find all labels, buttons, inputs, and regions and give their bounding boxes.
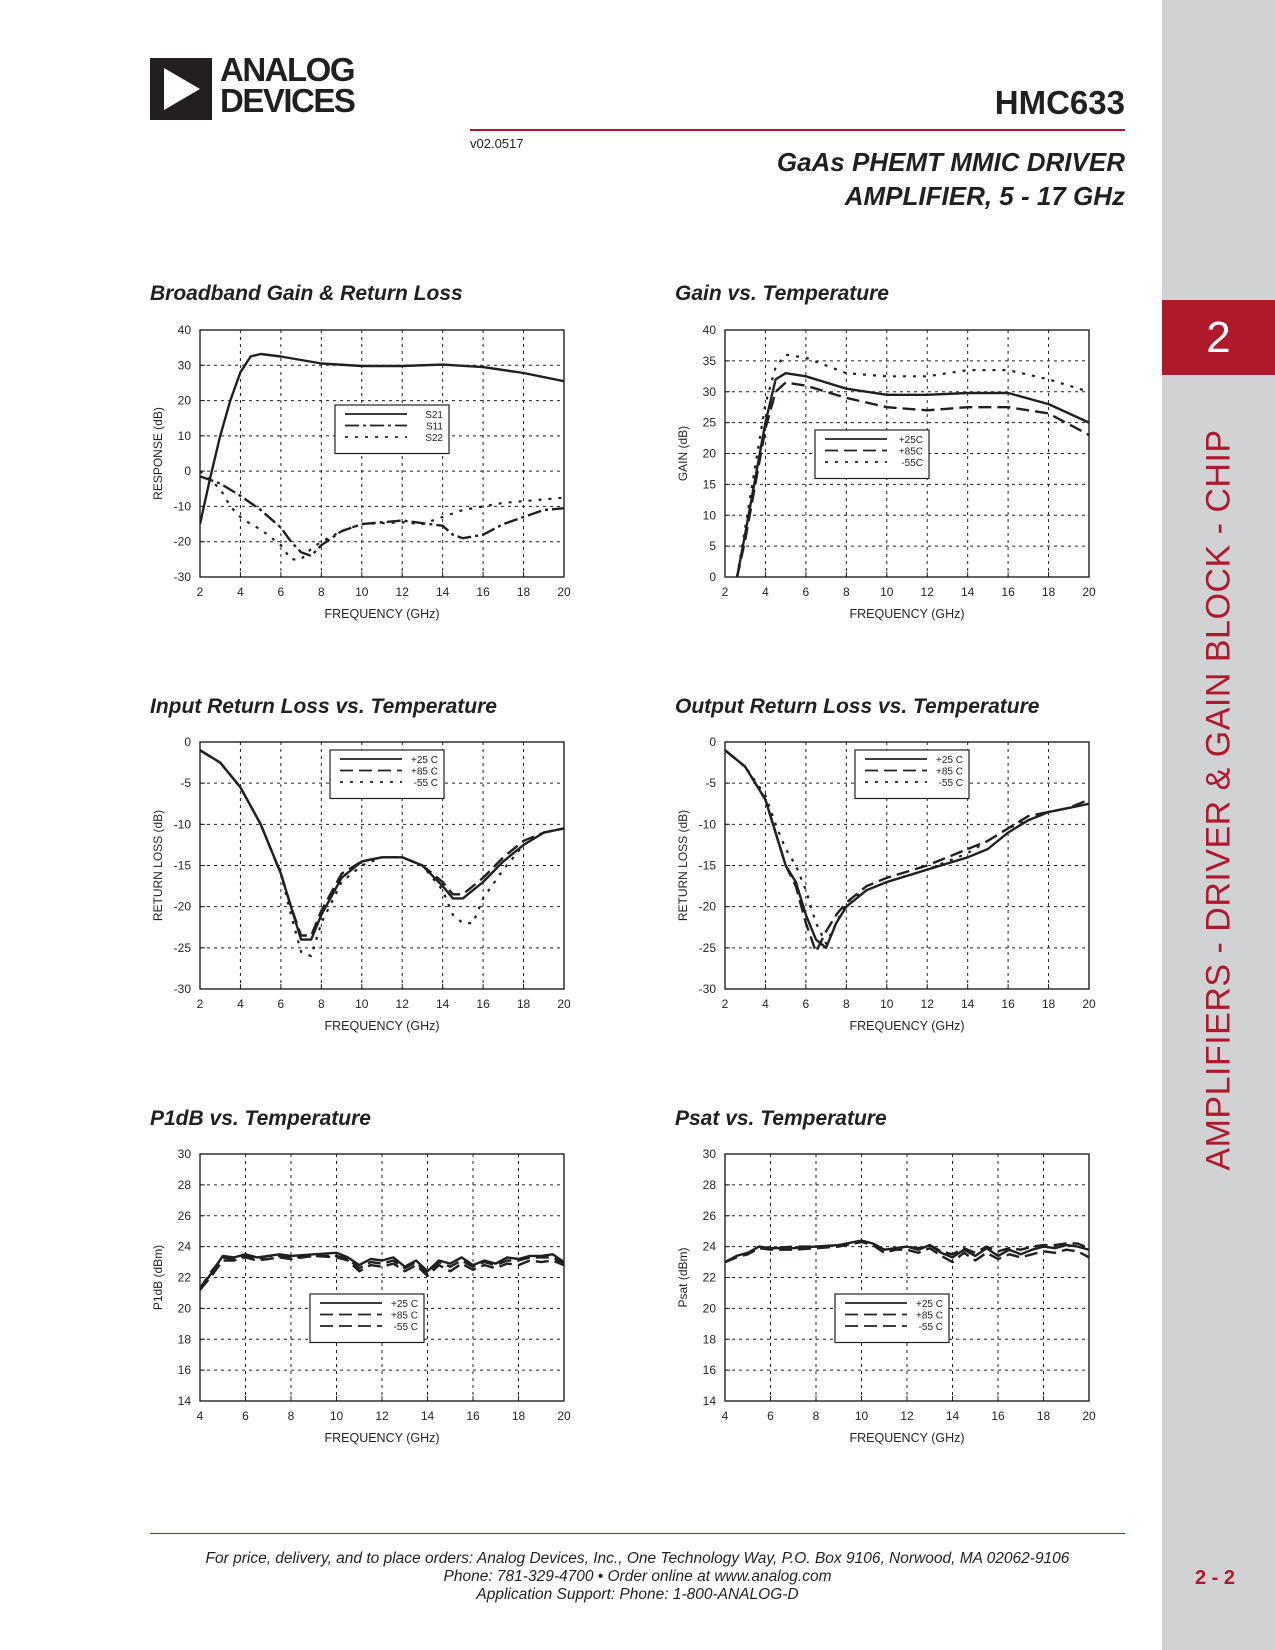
x-tick-label: 18 xyxy=(511,1409,526,1423)
y-tick-label: 14 xyxy=(177,1394,191,1408)
x-tick-label: 10 xyxy=(329,1409,344,1423)
legend-label-85-c: +85 C xyxy=(411,766,438,778)
x-tick-label: 6 xyxy=(802,997,810,1011)
x-axis-label: FREQUENCY (GHz) xyxy=(324,1431,440,1445)
x-tick-label: 4 xyxy=(762,997,769,1011)
legend-label-s11: S11 xyxy=(425,421,443,433)
y-axis-label: P1dB (dBm) xyxy=(151,1244,165,1311)
x-tick-label: 16 xyxy=(476,997,490,1011)
legend-label-55-c: -55 C xyxy=(393,1322,418,1333)
y-tick-label: 0 xyxy=(709,570,716,584)
x-tick-label: 4 xyxy=(762,585,769,599)
logo-line-1: ANALOG xyxy=(220,51,354,88)
legend-label-55-c: -55 C xyxy=(918,1322,943,1333)
y-axis-label: RETURN LOSS (dB) xyxy=(151,809,165,922)
page-number: 2 - 2 xyxy=(1195,1567,1236,1589)
x-tick-label: 12 xyxy=(900,1409,914,1423)
subtitle-line-1: GaAs PHEMT MMIC DRIVER xyxy=(776,147,1125,177)
series-line-s11 xyxy=(200,476,564,555)
x-tick-label: 20 xyxy=(557,585,571,599)
x-tick-label: 4 xyxy=(721,1409,729,1423)
chart-title-psat: Psat vs. Temperature xyxy=(675,1107,887,1130)
x-tick-label: 2 xyxy=(721,585,729,599)
x-tick-label: 14 xyxy=(435,585,450,599)
x-tick-label: 4 xyxy=(237,585,244,599)
x-tick-label: 14 xyxy=(435,997,450,1011)
legend-label-55c: -55C xyxy=(901,458,923,469)
x-tick-label: 14 xyxy=(420,1409,435,1423)
y-axis-label: RESPONSE (dB) xyxy=(151,407,165,500)
x-tick-label: 8 xyxy=(287,1409,295,1423)
chart-title-output-rl: Output Return Loss vs. Temperature xyxy=(675,695,1040,718)
x-tick-label: 12 xyxy=(375,1409,389,1423)
x-tick-label: 8 xyxy=(842,997,850,1011)
x-tick-label: 12 xyxy=(395,585,409,599)
y-tick-label: 30 xyxy=(177,1147,191,1161)
x-tick-label: 16 xyxy=(1001,585,1015,599)
version-label: v02.0517 xyxy=(470,136,524,151)
y-tick-label: 10 xyxy=(702,508,716,523)
x-tick-label: 14 xyxy=(945,1409,960,1423)
series-line-85c xyxy=(737,383,1089,578)
legend-label-55-c: -55 C xyxy=(413,778,438,789)
chart-title-p1db: P1dB vs. Temperature xyxy=(150,1107,371,1130)
part-number: HMC633 xyxy=(994,84,1125,121)
x-tick-label: 20 xyxy=(1082,997,1096,1011)
y-tick-label: 35 xyxy=(702,353,716,368)
x-tick-label: 6 xyxy=(802,585,810,599)
y-tick-label: 0 xyxy=(709,735,716,749)
y-tick-label: 5 xyxy=(709,539,716,554)
y-tick-label: 15 xyxy=(702,477,716,492)
y-axis-label: Psat (dBm) xyxy=(676,1247,690,1308)
legend-label-s21: S21 xyxy=(425,410,443,421)
y-tick-label: -30 xyxy=(173,982,191,996)
y-tick-label: 26 xyxy=(702,1208,716,1223)
x-tick-label: 8 xyxy=(317,997,325,1011)
header-rule xyxy=(470,129,1125,131)
chart-input-return-loss xyxy=(151,735,571,1033)
x-tick-label: 6 xyxy=(277,997,285,1011)
y-tick-label: 28 xyxy=(702,1177,716,1192)
y-tick-label: -30 xyxy=(173,570,191,584)
y-tick-label: -20 xyxy=(173,899,191,914)
x-tick-label: 6 xyxy=(242,1409,249,1423)
section-number-tab xyxy=(1162,300,1275,375)
section-title: AMPLIFIERS - DRIVER & GAIN BLOCK - CHIP xyxy=(1199,429,1238,1171)
x-tick-label: 20 xyxy=(557,1409,571,1423)
document-subtitle xyxy=(777,145,1125,213)
x-tick-label: 16 xyxy=(991,1409,1005,1423)
section-title-container xyxy=(1162,400,1275,1200)
x-tick-label: 10 xyxy=(355,997,369,1011)
legend-label-85-c: +85 C xyxy=(391,1310,418,1322)
x-tick-label: 14 xyxy=(960,997,975,1011)
x-tick-label: 18 xyxy=(1036,1409,1051,1423)
y-tick-label: 10 xyxy=(177,428,191,443)
x-tick-label: 2 xyxy=(196,585,204,599)
y-tick-label: -10 xyxy=(698,817,716,832)
x-axis-label: FREQUENCY (GHz) xyxy=(324,607,440,621)
company-logo xyxy=(150,51,366,120)
y-tick-label: 20 xyxy=(177,1301,191,1316)
y-tick-label: -10 xyxy=(173,499,191,514)
y-tick-label: 30 xyxy=(702,384,716,399)
series-line-25-c xyxy=(200,1253,564,1290)
x-tick-label: 10 xyxy=(880,585,894,599)
y-tick-label: -30 xyxy=(698,982,716,996)
y-axis-label: GAIN (dB) xyxy=(676,425,690,482)
y-tick-label: 22 xyxy=(702,1270,716,1285)
y-tick-label: 26 xyxy=(177,1208,191,1223)
x-tick-label: 8 xyxy=(812,1409,820,1423)
y-axis-label: RETURN LOSS (dB) xyxy=(676,809,690,922)
chart-title-gain-temp: Gain vs. Temperature xyxy=(675,282,889,305)
x-tick-label: 2 xyxy=(721,997,729,1011)
x-tick-label: 16 xyxy=(1001,997,1015,1011)
y-tick-label: 20 xyxy=(702,446,716,461)
chart-broadband-gain xyxy=(151,323,571,621)
x-tick-label: 20 xyxy=(1082,1409,1096,1423)
x-tick-label: 10 xyxy=(355,585,369,599)
legend-label-25-c: +25 C xyxy=(936,755,963,766)
chart-title-broadband: Broadband Gain & Return Loss xyxy=(150,282,463,305)
y-tick-label: 40 xyxy=(702,323,716,337)
y-tick-label: 18 xyxy=(702,1332,716,1347)
footer-line-1: For price, delivery, and to place orders: Analog Devices, Inc., One Technology Way, P.O. Box 9106, Norwood, MA 02062-9106 xyxy=(205,1550,1070,1567)
y-tick-label: 18 xyxy=(177,1332,191,1347)
x-axis-label: FREQUENCY (GHz) xyxy=(849,607,965,621)
x-tick-label: 12 xyxy=(395,997,409,1011)
x-tick-label: 4 xyxy=(196,1409,204,1423)
x-tick-label: 20 xyxy=(557,997,571,1011)
series-line-25-c xyxy=(725,1241,1089,1263)
y-tick-label: 20 xyxy=(702,1301,716,1316)
y-tick-label: -15 xyxy=(173,858,191,873)
x-tick-label: 12 xyxy=(920,997,934,1011)
y-tick-label: 0 xyxy=(184,464,191,479)
y-tick-label: -15 xyxy=(698,858,716,873)
footer-line-2: Phone: 781-329-4700 • Order online at www.analog.com xyxy=(443,1568,832,1585)
chart-output-return-loss xyxy=(676,735,1096,1033)
x-tick-label: 20 xyxy=(1082,585,1096,599)
series-line-s22 xyxy=(200,471,564,559)
legend-label-25c: +25C xyxy=(898,435,923,446)
legend-label-85c: +85C xyxy=(898,446,923,458)
x-tick-label: 10 xyxy=(880,997,894,1011)
x-tick-label: 10 xyxy=(854,1409,869,1423)
legend-label-85-c: +85 C xyxy=(936,766,963,778)
footer xyxy=(150,1550,1125,1604)
x-tick-label: 18 xyxy=(1041,997,1056,1011)
x-tick-label: 2 xyxy=(196,997,204,1011)
logo-wordmark xyxy=(220,51,355,119)
x-axis-label: FREQUENCY (GHz) xyxy=(849,1019,965,1033)
y-tick-label: 16 xyxy=(702,1363,716,1378)
y-tick-label: 16 xyxy=(177,1363,191,1378)
x-tick-label: 16 xyxy=(466,1409,480,1423)
y-tick-label: 24 xyxy=(177,1239,191,1254)
chart-title-input-rl: Input Return Loss vs. Temperature xyxy=(150,695,497,718)
x-tick-label: 14 xyxy=(960,585,975,599)
x-tick-label: 8 xyxy=(842,585,850,599)
subtitle-line-2: AMPLIFIER, 5 - 17 GHz xyxy=(844,181,1125,211)
x-tick-label: 6 xyxy=(277,585,285,599)
chart-p1db xyxy=(151,1147,571,1445)
x-tick-label: 4 xyxy=(237,997,244,1011)
x-tick-label: 12 xyxy=(920,585,934,599)
y-tick-label: -10 xyxy=(173,817,191,832)
y-tick-label: -25 xyxy=(173,940,191,955)
y-tick-label: 25 xyxy=(702,415,716,430)
y-tick-label: 40 xyxy=(177,323,191,337)
y-tick-label: 0 xyxy=(184,735,191,749)
x-tick-label: 18 xyxy=(1041,585,1056,599)
y-tick-label: -20 xyxy=(173,534,191,549)
y-tick-label: -20 xyxy=(698,899,716,914)
logo-triangle-icon xyxy=(150,58,212,120)
y-tick-label: 22 xyxy=(177,1270,191,1285)
legend-label-55-c: -55 C xyxy=(938,778,963,789)
y-tick-label: -25 xyxy=(698,940,716,955)
x-tick-label: 18 xyxy=(516,997,531,1011)
x-tick-label: 18 xyxy=(516,585,531,599)
legend-label-s22: S22 xyxy=(425,433,443,444)
legend-label-25-c: +25 C xyxy=(391,1299,418,1310)
chart-psat xyxy=(676,1147,1096,1445)
y-tick-label: 30 xyxy=(177,358,191,373)
footer-rule xyxy=(150,1533,1125,1534)
y-tick-label: 24 xyxy=(702,1239,716,1254)
y-tick-label: -5 xyxy=(180,776,191,791)
y-tick-label: 28 xyxy=(177,1177,191,1192)
y-tick-label: 14 xyxy=(702,1394,716,1408)
x-axis-label: FREQUENCY (GHz) xyxy=(324,1019,440,1033)
x-axis-label: FREQUENCY (GHz) xyxy=(849,1431,965,1445)
x-tick-label: 8 xyxy=(317,585,325,599)
y-tick-label: -5 xyxy=(705,776,716,791)
section-number: 2 xyxy=(1206,312,1231,362)
y-tick-label: 30 xyxy=(702,1147,716,1161)
y-tick-label: 20 xyxy=(177,393,191,408)
legend-label-25-c: +25 C xyxy=(916,1299,943,1310)
chart-gain-temperature xyxy=(676,323,1096,621)
logo-line-2: DEVICES xyxy=(220,82,355,119)
legend-label-85-c: +85 C xyxy=(916,1310,943,1322)
x-tick-label: 16 xyxy=(476,585,490,599)
x-tick-label: 6 xyxy=(767,1409,774,1423)
footer-line-3: Application Support: Phone: 1-800-ANALOG-D xyxy=(476,1586,799,1603)
legend-label-25-c: +25 C xyxy=(411,755,438,766)
